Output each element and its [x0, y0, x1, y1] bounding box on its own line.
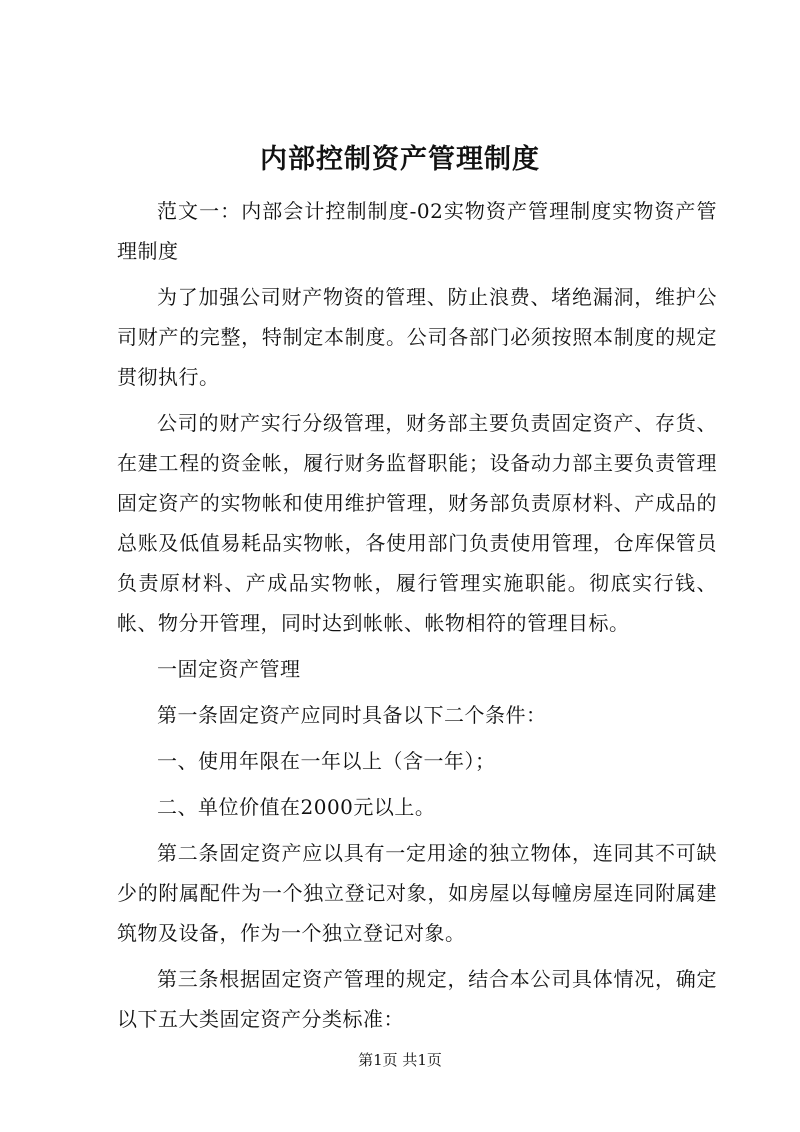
- document-body: [117, 191, 717, 1045]
- article-3: 第三条根据固定资产管理的规定，结合本公司具体情况，确定以下五大类固定资产分类标准：: [117, 967, 717, 1031]
- article-1: 第一条固定资产应同时具备以下二个条件：: [157, 703, 547, 727]
- condition-1: 一、使用年限在一年以上（含一年）；: [157, 749, 496, 773]
- document-title: 内部控制资产管理制度: [260, 144, 540, 175]
- paragraph-purpose: 为了加强公司财产物资的管理、防止浪费、堵绝漏洞，维护公司财产的完整，特制定本制度。公司各部门必须按照本制度的规定贯彻执行。: [117, 285, 717, 389]
- condition-2: 二、单位价值在2000元以上。: [157, 795, 436, 819]
- paragraph-intro: 范文一：内部会计控制制度-02实物资产管理制度实物资产管理制度: [117, 199, 717, 263]
- page-footer: 第1页 共1页: [358, 1051, 442, 1069]
- paragraph-responsibilities: 公司的财产实行分级管理，财务部主要负责固定资产、存货、在建工程的资金帐，履行财务监督职能；设备动力部主要负责管理固定资产的实物帐和使用维护管理，财务部负责原材料、产成品的总账及低值易耗品实物帐，各使用部门负责使用管理，仓库保管员负责原材料、产成品实物帐，履行管理实施职能。彻底实行钱、帐、物分开管理，同时达到帐帐、帐物相符的管理目标。: [117, 411, 717, 635]
- article-2: 第二条固定资产应以具有一定用途的独立物体，连同其不可缺少的附属配件为一个独立登记对象，如房屋以每幢房屋连同附属建筑物及设备，作为一个独立登记对象。: [117, 841, 717, 945]
- section-heading-fixed-assets: 一固定资产管理: [157, 657, 301, 681]
